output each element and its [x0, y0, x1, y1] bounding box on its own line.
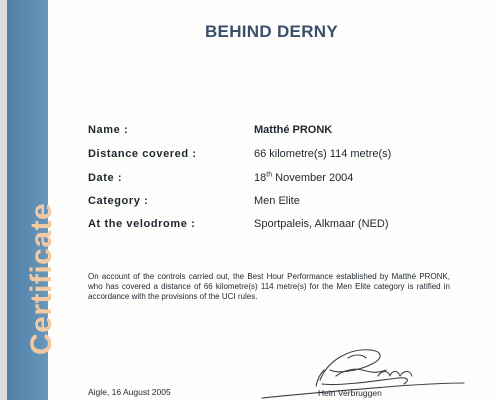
place-date: Aigle, 16 August 2005 [88, 387, 171, 397]
certificate-vertical-label: Certificate [25, 202, 58, 355]
field-date [88, 172, 488, 190]
field-distance-value: 66 kilometre(s) 114 metre(s) [254, 148, 392, 160]
ratification-paragraph: On account of the controls carried out, the Best Hour Performance established by Matthé PRONK, who has covered a distance of 66 kilometre(s) 114 metre(s) for the Men Elite category is ratified in accordance with the provisions of the UCI rules. [88, 272, 450, 301]
field-name [88, 124, 488, 142]
date-rest: November 2004 [272, 172, 354, 184]
field-name-label: Name : [88, 124, 129, 136]
field-velodrome-value: Sportpaleis, Alkmaar (NED) [254, 218, 389, 230]
field-velodrome-label: At the velodrome : [88, 218, 196, 230]
left-margin-band [0, 0, 7, 400]
field-category-label: Category : [88, 195, 149, 207]
document-title: BEHIND DERNY [204, 22, 338, 41]
field-velodrome [88, 218, 488, 236]
signer-name: Hein Verbruggen [318, 388, 382, 398]
field-name-value: Matthé PRONK [254, 124, 333, 136]
date-suffix: th [266, 171, 273, 179]
field-category-value: Men Elite [254, 195, 300, 207]
field-date-label: Date : [88, 172, 123, 184]
field-distance [88, 148, 488, 166]
date-day: 18 [254, 172, 267, 184]
field-distance-label: Distance covered : [88, 148, 197, 160]
field-date-value [254, 172, 353, 184]
field-category [88, 195, 488, 213]
